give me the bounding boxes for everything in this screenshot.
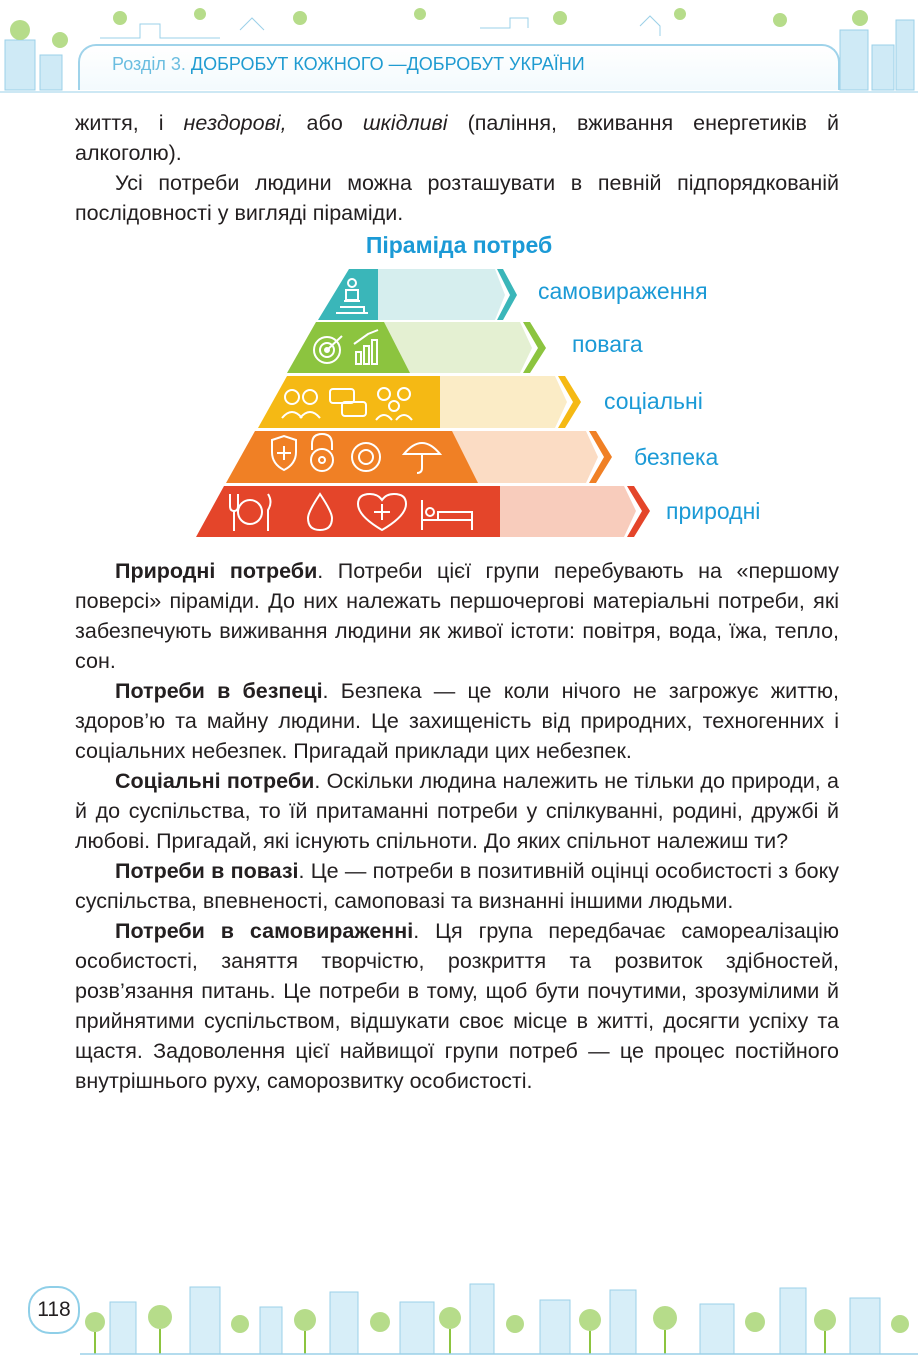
intro-emphasis-unhealthy: нездорові,: [183, 111, 287, 135]
level-label-social: соціальні: [604, 388, 703, 414]
section-social-text: . Оскільки людина належить не тільки до природи, а й до суспільства, то їй притаманні потреби у спілкуванні, родині, дружбі й любові. Пригадай, які існують спільноти. До яких спільнот належиш ти?: [75, 769, 839, 853]
pyramid-level-respect: [287, 322, 643, 373]
section-social-needs: [75, 766, 839, 856]
term-social-needs: Соціальні потреби: [115, 769, 315, 793]
intro-text-b: або: [286, 111, 363, 135]
pyramid-title: Піраміда потреб: [365, 232, 553, 258]
term-natural-needs: Природні потреби: [115, 559, 318, 583]
section-respect-needs: [75, 856, 839, 916]
intro-paragraph-2: Усі потреби людини можна розташувати в певній підпорядкованій послідовності у вигляді піраміди.: [75, 171, 839, 225]
level-label-safety: безпека: [634, 444, 719, 470]
term-self-expression-needs: Потреби в самовираженні: [115, 919, 414, 943]
intro-text: [75, 108, 839, 228]
bottom-city-decoration: [0, 1262, 918, 1360]
page-number: 118: [28, 1286, 80, 1334]
intro-emphasis-harmful: шкідливі: [362, 111, 448, 135]
section-self-expression-text: . Ця група передбачає самореалізацію особистості, заняття творчістю, розкриття та розвиток здібностей, розв’язання питань. Це потреби в тому, щоб бути почутими, зрозумілими й прийнятими суспільством, відшукати своє місце в житті, досягти успіху та щастя. Задоволення цієї найвищої групи потреб — це процес постійного внутрішнього руху, саморозвитку особистості.: [75, 919, 840, 1093]
term-safety-needs: Потреби в безпеці: [115, 679, 323, 703]
level-label-respect: повага: [572, 331, 643, 357]
section-self-expression-needs: [75, 916, 839, 1096]
section-natural-needs: [75, 556, 839, 676]
term-respect-needs: Потреби в повазі: [115, 859, 299, 883]
intro-text-c: (паління, вживання енергетиків й алкоголю).: [75, 111, 839, 165]
level-label-self-expression: самовираження: [538, 278, 708, 304]
section-title: ДОБРОБУТ КОЖНОГО —ДОБРОБУТ УКРАЇНИ: [190, 54, 585, 74]
pyramid-level-self-expression: [318, 269, 708, 320]
pyramid-level-social: [258, 376, 703, 428]
section-respect-text: . Це — потреби в позитивній оцінці особистості з боку суспільства, впевненості, самоповазі та визнанні іншими людьми.: [75, 859, 840, 913]
level-label-natural: природні: [666, 498, 761, 524]
needs-pyramid: [0, 262, 918, 542]
main-text: [75, 556, 839, 1096]
section-safety-needs: [75, 676, 839, 766]
intro-paragraph-1: [75, 108, 839, 168]
section-safety-text: . Безпека — це коли нічого не загрожує життю, здоров’ю та майну людини. Це захищеність від природних, техногенних і соціальних небезпек. Пригадай приклади цих небезпек.: [75, 679, 839, 763]
section-number: Розділ 3.: [112, 54, 186, 74]
pyramid-level-safety: [226, 431, 719, 483]
pyramid-level-natural: [196, 486, 760, 537]
running-header: [112, 54, 585, 75]
intro-text-a: життя, і: [75, 111, 184, 135]
section-natural-text: . Потреби цієї групи перебувають на «першому поверсі» піраміди. До них належать першочергові матеріальні потреби, які забезпечують виживання людини як живої істоти: повітря, вода, їжа, тепло, сон.: [75, 559, 839, 673]
